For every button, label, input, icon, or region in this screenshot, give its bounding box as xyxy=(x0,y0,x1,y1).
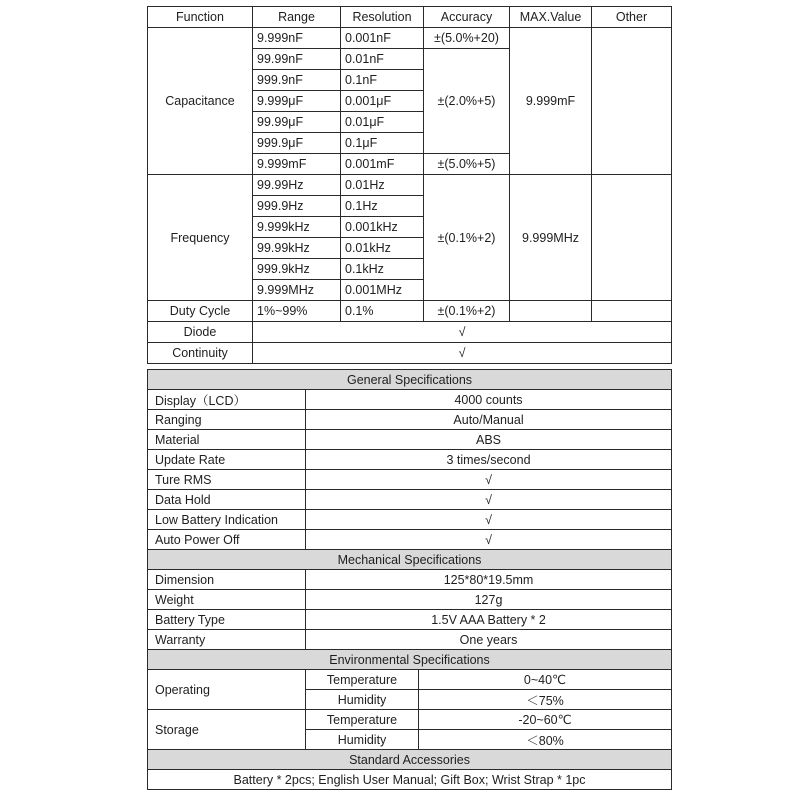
resolution-cell: 0.01nF xyxy=(341,49,424,70)
resolution-cell: 0.001μF xyxy=(341,91,424,112)
function-diode: Diode xyxy=(148,322,253,343)
table-row xyxy=(148,301,672,322)
other-frequency xyxy=(592,175,672,301)
range-cell: 1%~99% xyxy=(253,301,341,322)
range-cell: 99.99kHz xyxy=(253,238,341,259)
resolution-cell: 0.001nF xyxy=(341,28,424,49)
other-duty-cycle xyxy=(592,301,672,322)
header-other: Other xyxy=(592,7,672,28)
function-capacitance: Capacitance xyxy=(148,28,253,175)
resolution-cell: 0.1nF xyxy=(341,70,424,91)
spec-value: 4000 counts xyxy=(306,390,672,410)
accuracy-cell: ±(0.1%+2) xyxy=(424,175,510,301)
spec-value: √ xyxy=(306,510,672,530)
header-max-value: MAX.Value xyxy=(510,7,592,28)
general-specifications-title: General Specifications xyxy=(148,370,672,390)
max-value-duty-cycle xyxy=(510,301,592,322)
table-row xyxy=(148,28,672,49)
header-resolution: Resolution xyxy=(341,7,424,28)
table-row xyxy=(148,430,672,450)
range-cell: 999.9Hz xyxy=(253,196,341,217)
continuity-check: √ xyxy=(253,343,672,364)
range-cell: 9.999mF xyxy=(253,154,341,175)
spec-value: 3 times/second xyxy=(306,450,672,470)
resolution-cell: 0.01kHz xyxy=(341,238,424,259)
operating-temperature-label: Temperature xyxy=(306,670,419,690)
spec-label: Update Rate xyxy=(148,450,306,470)
spec-value: √ xyxy=(306,530,672,550)
spec-value: 125*80*19.5mm xyxy=(306,570,672,590)
range-cell: 9.999MHz xyxy=(253,280,341,301)
resolution-cell: 0.001kHz xyxy=(341,217,424,238)
accuracy-cell: ±(5.0%+5) xyxy=(424,154,510,175)
spec-label: Data Hold xyxy=(148,490,306,510)
section-header xyxy=(148,370,672,390)
resolution-cell: 0.1% xyxy=(341,301,424,322)
table-header-row xyxy=(148,7,672,28)
header-range: Range xyxy=(253,7,341,28)
resolution-cell: 0.001mF xyxy=(341,154,424,175)
resolution-cell: 0.01μF xyxy=(341,112,424,133)
range-cell: 9.999nF xyxy=(253,28,341,49)
table-row xyxy=(148,322,672,343)
spec-value: 1.5V AAA Battery * 2 xyxy=(306,610,672,630)
spec-value: One years xyxy=(306,630,672,650)
table-row xyxy=(148,630,672,650)
table-row xyxy=(148,510,672,530)
table-row xyxy=(148,770,672,790)
operating-humidity-value: ＜75% xyxy=(419,690,672,710)
resolution-cell: 0.001MHz xyxy=(341,280,424,301)
max-value-frequency: 9.999MHz xyxy=(510,175,592,301)
table-row xyxy=(148,670,672,690)
function-continuity: Continuity xyxy=(148,343,253,364)
accessories-list: Battery * 2pcs; English User Manual; Gift Box; Wrist Strap * 1pc xyxy=(148,770,672,790)
resolution-cell: 0.01Hz xyxy=(341,175,424,196)
range-cell: 99.99Hz xyxy=(253,175,341,196)
range-cell: 9.999kHz xyxy=(253,217,341,238)
diode-check: √ xyxy=(253,322,672,343)
range-cell: 999.9kHz xyxy=(253,259,341,280)
operating-label: Operating xyxy=(148,670,306,710)
spec-label: Weight xyxy=(148,590,306,610)
spec-label: Dimension xyxy=(148,570,306,590)
operating-temperature-value: 0~40℃ xyxy=(419,670,672,690)
spec-label: Ture RMS xyxy=(148,470,306,490)
table-row xyxy=(148,490,672,510)
spec-label: Display（LCD） xyxy=(148,390,306,410)
spec-value: 127g xyxy=(306,590,672,610)
storage-temperature-label: Temperature xyxy=(306,710,419,730)
table-row xyxy=(148,590,672,610)
section-header xyxy=(148,750,672,770)
accuracy-cell: ±(2.0%+5) xyxy=(424,49,510,154)
spec-label: Material xyxy=(148,430,306,450)
range-cell: 99.99nF xyxy=(253,49,341,70)
spec-value: ABS xyxy=(306,430,672,450)
range-cell: 999.9nF xyxy=(253,70,341,91)
table-row xyxy=(148,570,672,590)
spec-label: Warranty xyxy=(148,630,306,650)
resolution-cell: 0.1kHz xyxy=(341,259,424,280)
accuracy-cell: ±(5.0%+20) xyxy=(424,28,510,49)
function-duty-cycle: Duty Cycle xyxy=(148,301,253,322)
operating-humidity-label: Humidity xyxy=(306,690,419,710)
header-function: Function xyxy=(148,7,253,28)
table-row xyxy=(148,450,672,470)
accuracy-cell: ±(0.1%+2) xyxy=(424,301,510,322)
table-row xyxy=(148,390,672,410)
general-spec-table xyxy=(147,369,672,790)
table-row xyxy=(148,710,672,730)
range-cell: 9.999μF xyxy=(253,91,341,112)
spec-value: √ xyxy=(306,470,672,490)
spec-value: √ xyxy=(306,490,672,510)
table-row xyxy=(148,530,672,550)
section-header xyxy=(148,550,672,570)
table-row xyxy=(148,175,672,196)
spec-label: Low Battery Indication xyxy=(148,510,306,530)
table-row xyxy=(148,343,672,364)
environmental-specifications-title: Environmental Specifications xyxy=(148,650,672,670)
storage-label: Storage xyxy=(148,710,306,750)
table-row xyxy=(148,610,672,630)
spec-label: Ranging xyxy=(148,410,306,430)
standard-accessories-title: Standard Accessories xyxy=(148,750,672,770)
other-capacitance xyxy=(592,28,672,175)
max-value-capacitance: 9.999mF xyxy=(510,28,592,175)
range-cell: 999.9μF xyxy=(253,133,341,154)
storage-humidity-label: Humidity xyxy=(306,730,419,750)
spec-label: Auto Power Off xyxy=(148,530,306,550)
section-header xyxy=(148,650,672,670)
spec-label: Battery Type xyxy=(148,610,306,630)
function-spec-table xyxy=(147,6,672,364)
mechanical-specifications-title: Mechanical Specifications xyxy=(148,550,672,570)
table-row xyxy=(148,410,672,430)
storage-temperature-value: -20~60℃ xyxy=(419,710,672,730)
resolution-cell: 0.1μF xyxy=(341,133,424,154)
resolution-cell: 0.1Hz xyxy=(341,196,424,217)
range-cell: 99.99μF xyxy=(253,112,341,133)
function-frequency: Frequency xyxy=(148,175,253,301)
storage-humidity-value: ＜80% xyxy=(419,730,672,750)
table-row xyxy=(148,470,672,490)
header-accuracy: Accuracy xyxy=(424,7,510,28)
spec-value: Auto/Manual xyxy=(306,410,672,430)
